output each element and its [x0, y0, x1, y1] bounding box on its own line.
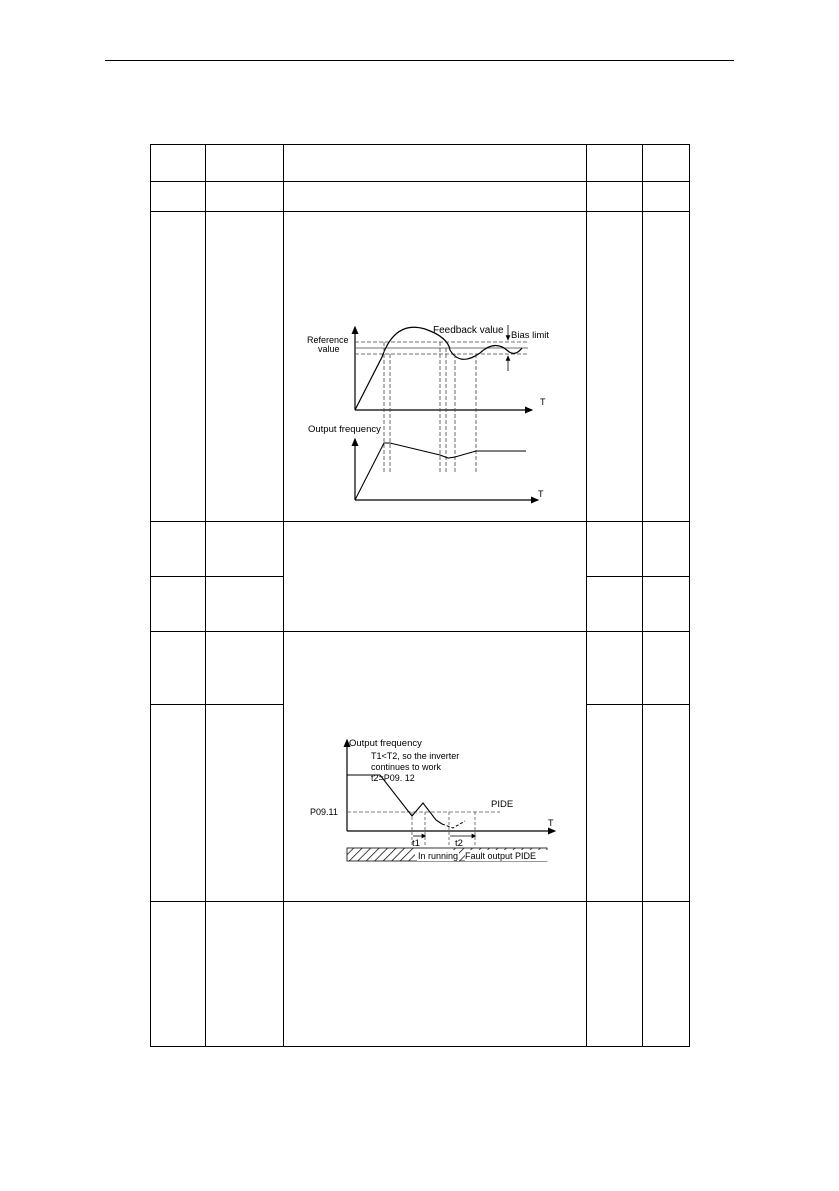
table-cell [643, 212, 690, 522]
note-label: continues to work [371, 762, 442, 772]
t-axis-label: T [548, 818, 554, 828]
table-header-cell [643, 144, 690, 182]
table-cell [587, 705, 643, 902]
table-cell [206, 522, 284, 577]
table-cell [284, 902, 587, 1047]
table-cell [587, 577, 643, 632]
table-cell [643, 705, 690, 902]
table-cell [150, 522, 206, 577]
table-header-cell [284, 144, 587, 182]
table-cell [587, 902, 643, 1047]
table-cell [587, 212, 643, 522]
table-header-cell [150, 144, 206, 182]
table-cell [150, 182, 206, 212]
output-frequency-label: Output frequency [308, 424, 381, 435]
table-cell [587, 522, 643, 577]
table-cell [643, 522, 690, 577]
output-frequency-dashed [442, 821, 465, 828]
feedback-value-label: Feedback value [433, 325, 504, 336]
page-header-rule [105, 60, 734, 61]
reference-value-label: Reference [307, 335, 349, 345]
table-cell [150, 902, 206, 1047]
fault-output-label: Fault output PIDE [465, 851, 537, 861]
table-cell [206, 182, 284, 212]
note-label: t2=P09. 12 [371, 773, 415, 783]
table-cell [643, 182, 690, 212]
table-cell [206, 632, 284, 705]
table-cell-merged [284, 522, 587, 632]
table-cell [587, 632, 643, 705]
table-cell [284, 182, 587, 212]
table-cell [643, 632, 690, 705]
pid-offline-figure [305, 735, 570, 870]
output-frequency-curve [355, 443, 526, 500]
pide-label: PIDE [491, 799, 514, 810]
table-cell [150, 632, 206, 705]
in-running-label: In running [418, 851, 459, 861]
table-cell [206, 212, 284, 522]
hatched-segment [347, 848, 415, 861]
parameter-table [150, 144, 690, 1047]
note-label: T1<T2, so the inverter [371, 751, 460, 761]
table-cell [206, 705, 284, 902]
t1-label: t1 [412, 838, 420, 849]
table-cell [587, 182, 643, 212]
output-frequency-label: Output frequency [349, 738, 422, 749]
table-cell [206, 577, 284, 632]
t-axis-label: T [538, 489, 544, 499]
pid-feedback-figure [300, 315, 565, 515]
reference-value-label: value [318, 344, 340, 354]
bias-limit-label: Bias limit [511, 330, 550, 341]
table-header-cell [206, 144, 284, 182]
table-cell [643, 577, 690, 632]
feedback-curve [355, 327, 522, 410]
table-cell [150, 212, 206, 522]
p0911-label: P09.11 [310, 807, 338, 817]
table-cell [643, 902, 690, 1047]
t-axis-label: T [540, 397, 546, 407]
table-cell [150, 705, 206, 902]
table-header-cell [587, 144, 643, 182]
table-cell [206, 902, 284, 1047]
t2-label: t2 [455, 838, 463, 849]
table-cell [150, 577, 206, 632]
